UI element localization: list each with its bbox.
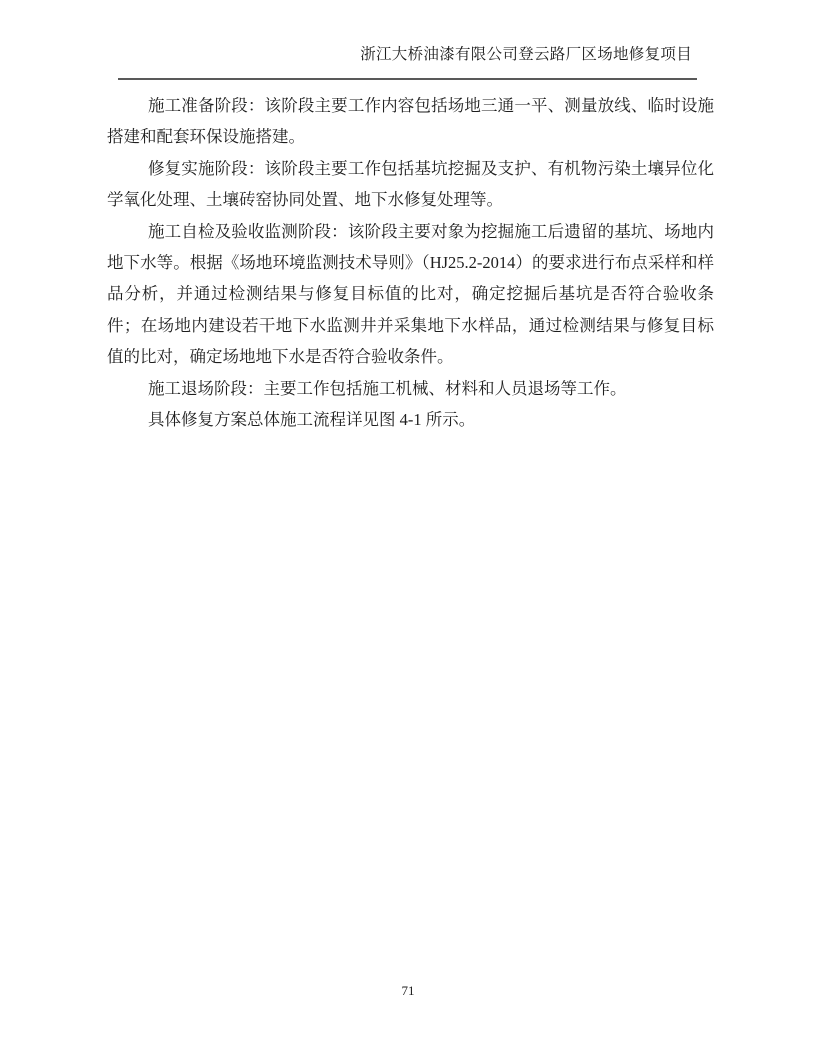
header-divider-rule (118, 78, 697, 80)
paragraph-flowchart-reference: 具体修复方案总体施工流程详见图 4-1 所示。 (148, 410, 476, 430)
paragraph-remediation-implementation: 修复实施阶段：该阶段主要工作包括基坑挖掘及支护、有机物污染土壤异位化学氧化处理、土壤砖窑协同处置、地下水修复处理等。 (107, 158, 714, 210)
document-body (107, 90, 714, 435)
header-title: 浙江大桥油漆有限公司登云路厂区场地修复项目 (360, 46, 692, 63)
paragraph-construction-exit: 施工退场阶段：主要工作包括施工机械、材料和人员退场等工作。 (148, 378, 627, 398)
paragraph-construction-preparation: 施工准备阶段：该阶段主要工作内容包括场地三通一平、测量放线、临时设施搭建和配套环保设施搭建。 (107, 96, 714, 147)
page-footer (0, 982, 816, 1000)
page-number: 71 (401, 983, 415, 998)
paragraph-self-inspection-acceptance-monitoring: 施工自检及验收监测阶段：该阶段主要对象为挖掘施工后遗留的基坑、场地内地下水等。根据《场地环境监测技术导则》（HJ25.2-2014）的要求进行布点采样和样品分析，并通过检测结果与修复目标值的比对，确定挖掘后基坑是否符合验收条件；在场地内建设若干地下水监测井并采集地下水样品，通过检测结果与修复目标值的比对，确定场地地下水是否符合验收条件。 (107, 221, 714, 367)
